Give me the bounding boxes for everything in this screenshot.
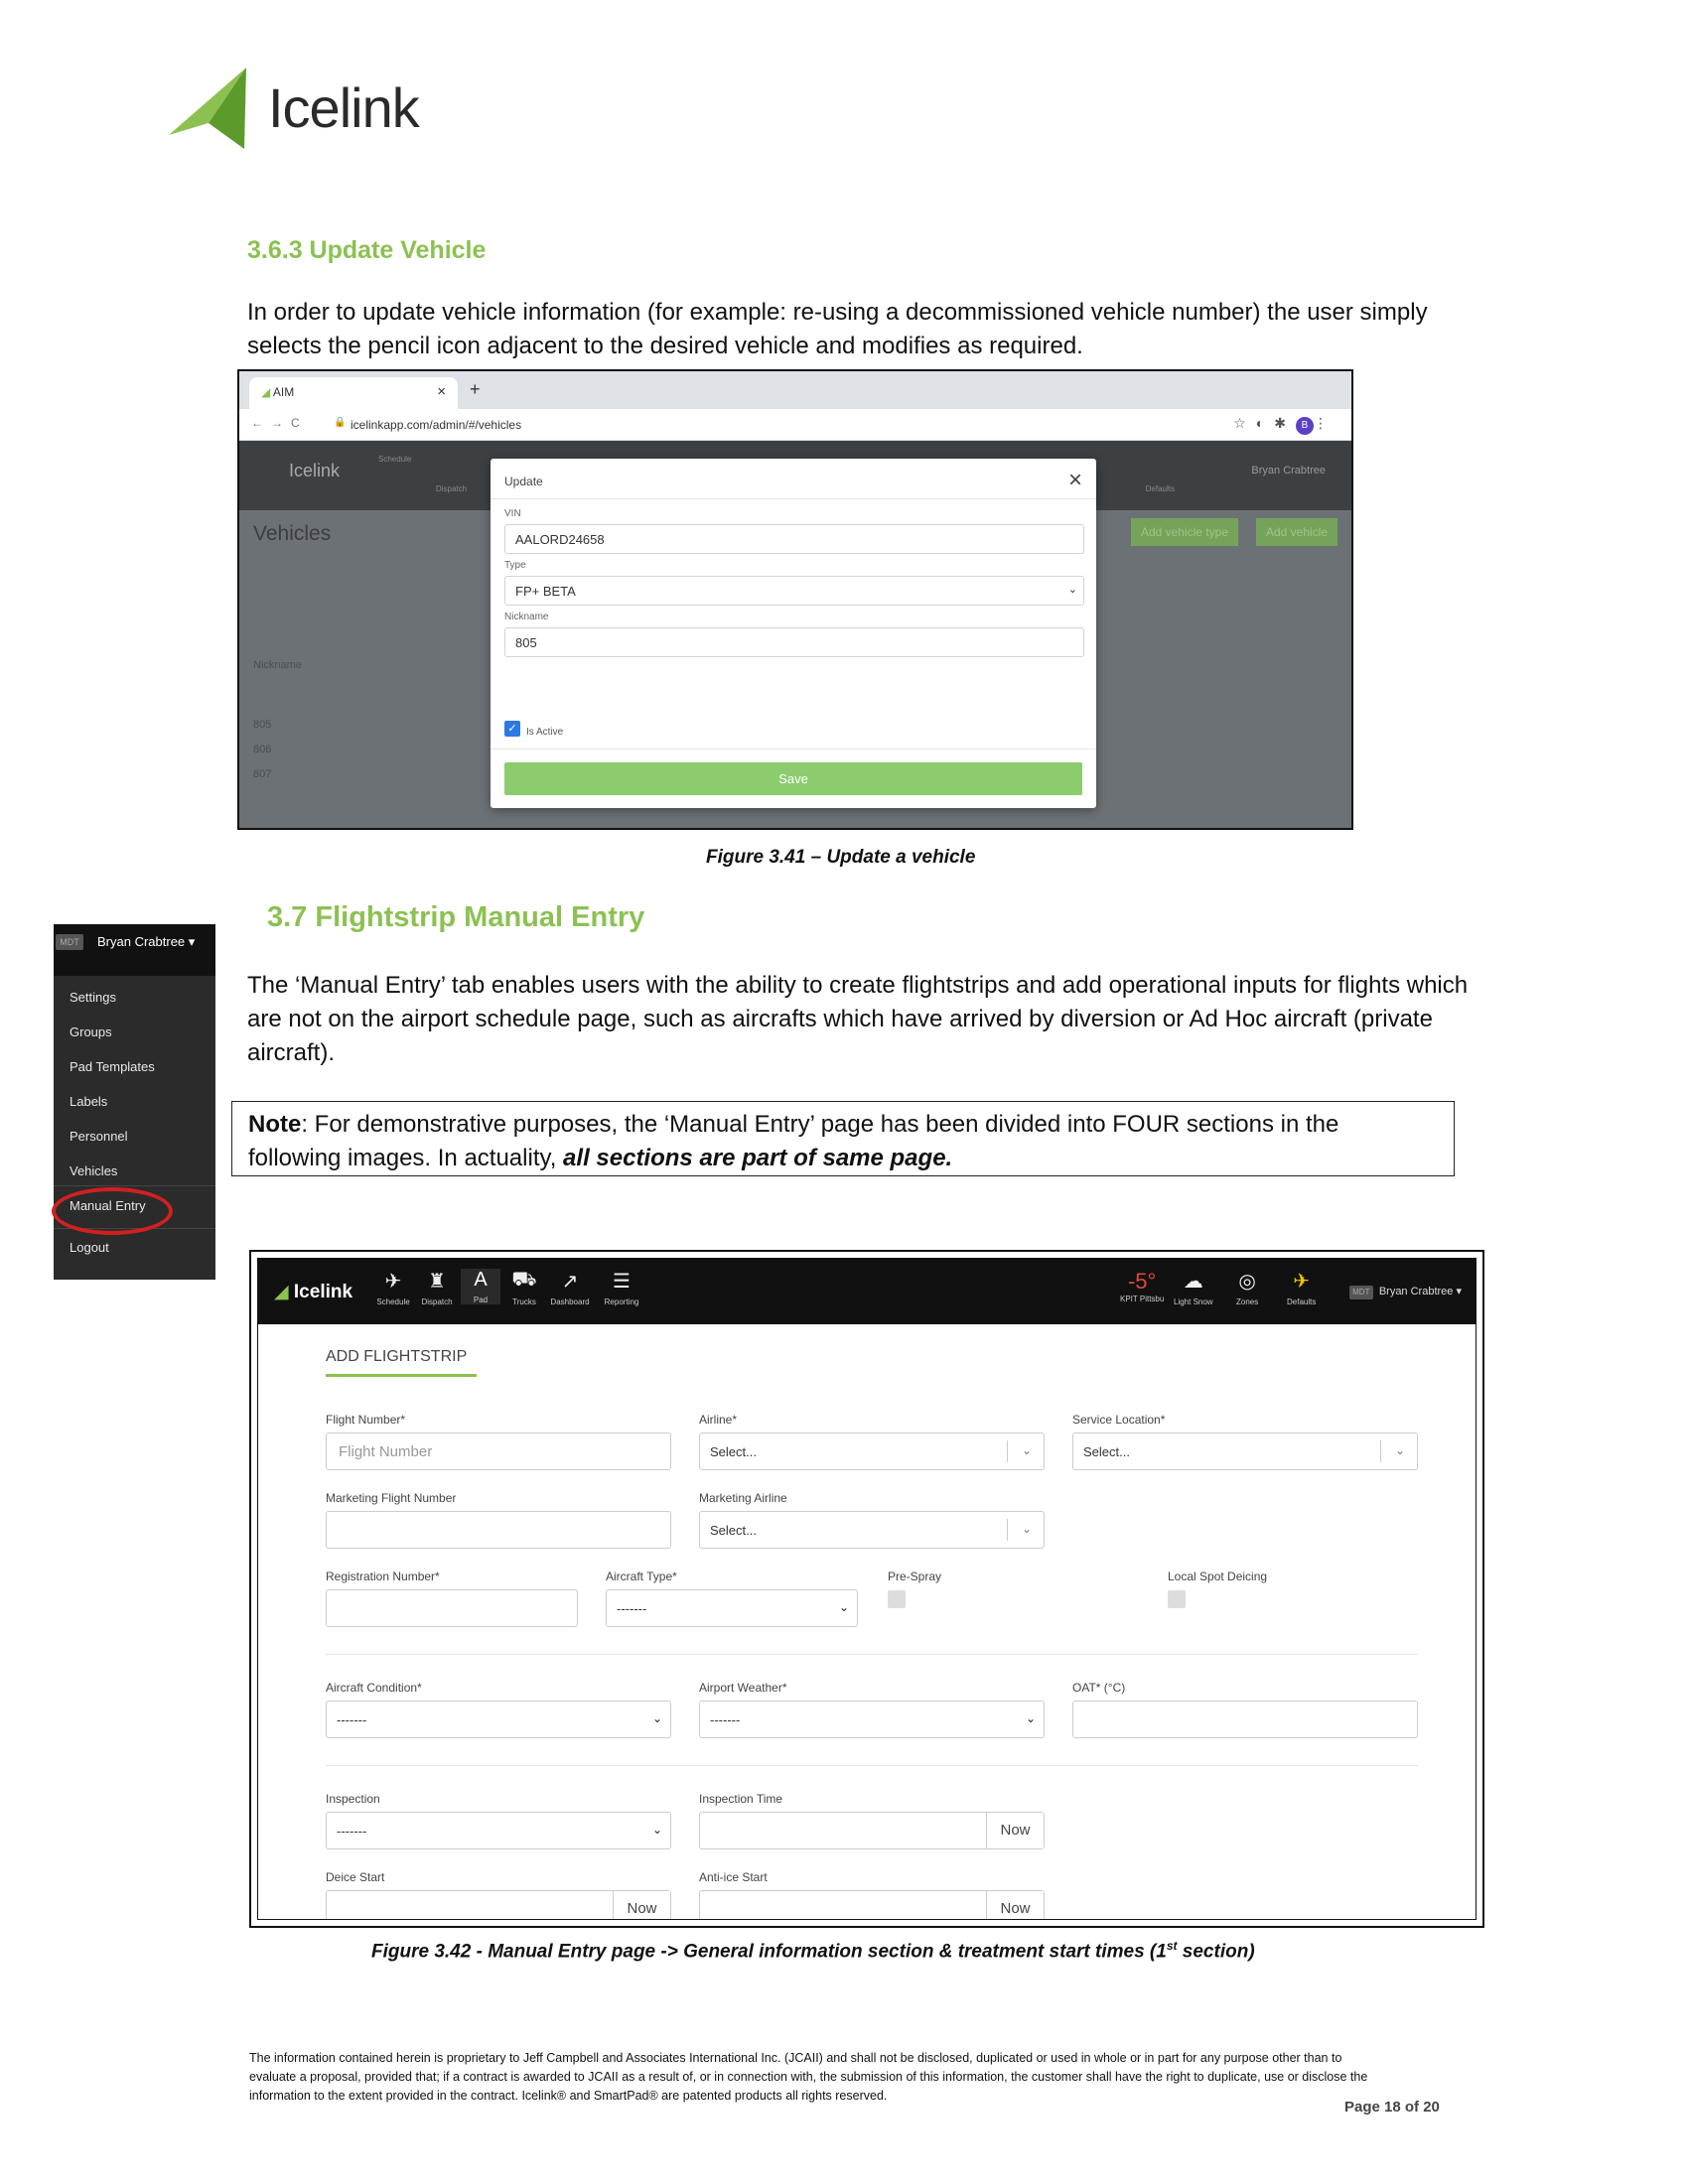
form-title: ADD FLIGHTSTRIP: [326, 1348, 468, 1365]
save-button[interactable]: Save: [504, 762, 1082, 795]
nav-dispatch[interactable]: [417, 1269, 457, 1306]
nav-dashboard-label: Dashboard: [550, 1297, 590, 1306]
flight-number-input[interactable]: Flight Number: [326, 1433, 671, 1470]
defaults-label: Defaults: [1287, 1297, 1317, 1306]
airport-weather-label: Airport Weather*: [699, 1681, 787, 1695]
database-icon: ☰: [613, 1271, 631, 1293]
caption-superscript: st: [1166, 1939, 1178, 1953]
nav-zones[interactable]: [1236, 1269, 1258, 1306]
temperature-value: -5°: [1127, 1269, 1157, 1294]
update-vehicle-modal: [491, 459, 1096, 808]
browser-address-bar: [239, 409, 1351, 441]
station-temperature[interactable]: [1120, 1269, 1164, 1303]
chevron-down-icon: ⌄: [1394, 1443, 1405, 1457]
logo-mark-icon: ◢: [274, 1282, 289, 1302]
deice-now-button[interactable]: Now: [613, 1891, 670, 1920]
marketing-flight-number-input[interactable]: [326, 1511, 671, 1549]
anti-ice-now-button[interactable]: Now: [986, 1891, 1044, 1920]
timezone-badge: MDT: [56, 934, 83, 950]
aircraft-type-select-value: -------: [617, 1601, 647, 1616]
browser-nav-icons[interactable]: ←→C: [251, 416, 308, 430]
service-location-select[interactable]: [1072, 1433, 1418, 1470]
menu-item-settings[interactable]: Settings: [70, 990, 116, 1005]
note-label: Note: [248, 1111, 302, 1138]
app-logo-text: Icelink: [293, 1282, 353, 1302]
pre-spray-label: Pre-Spray: [888, 1570, 942, 1583]
select-separator: [1007, 1519, 1008, 1541]
profile-avatar[interactable]: B: [1296, 417, 1314, 435]
registration-number-input[interactable]: [326, 1589, 578, 1627]
user-name: Bryan Crabtree: [1378, 1286, 1454, 1297]
nav-dispatch[interactable]: Dispatch: [436, 484, 468, 493]
icelink-logo-mark-icon: [159, 66, 258, 155]
figure-caption-3-42: [371, 1939, 1255, 1963]
nickname-input[interactable]: 805: [504, 627, 1084, 657]
airline-select[interactable]: [699, 1433, 1045, 1470]
weather-label: Light Snow: [1174, 1297, 1213, 1306]
vin-label: VIN: [504, 508, 521, 519]
figure-caption-3-41: Figure 3.41 – Update a vehicle: [706, 847, 976, 868]
chevron-down-icon: ⌄: [651, 1823, 662, 1837]
nav-defaults[interactable]: [1287, 1269, 1316, 1306]
figure-manual-entry-screenshot: [249, 1250, 1484, 1928]
caret-down-icon: ▾: [188, 934, 196, 949]
user-dropdown[interactable]: [97, 934, 195, 950]
menu-divider: [54, 1185, 215, 1186]
truck-icon: ⛟: [511, 1269, 537, 1291]
aircraft-type-label: Aircraft Type*: [606, 1570, 677, 1583]
app-logo: Icelink: [289, 461, 341, 480]
aircraft-condition-select-value: -------: [337, 1712, 367, 1727]
app-user-menu[interactable]: Bryan Crabtree: [1251, 465, 1326, 477]
marketing-flight-number-label: Marketing Flight Number: [326, 1491, 457, 1505]
aircraft-condition-label: Aircraft Condition*: [326, 1681, 422, 1695]
dispatch-icon: ♜: [428, 1271, 446, 1293]
modal-divider: [491, 749, 1096, 750]
nav-dispatch-label: Dispatch: [421, 1297, 453, 1306]
airport-weather-select[interactable]: [699, 1701, 1045, 1738]
aircraft-type-select[interactable]: [606, 1589, 858, 1627]
user-name: Bryan Crabtree: [97, 934, 186, 949]
inspection-select-value: -------: [337, 1824, 367, 1839]
section-heading-update-vehicle: 3.6.3 Update Vehicle: [247, 236, 487, 264]
type-label: Type: [504, 560, 526, 571]
nav-trucks-label: Trucks: [512, 1297, 536, 1306]
flight-number-label: Flight Number*: [326, 1413, 406, 1427]
user-menu[interactable]: [1349, 1285, 1462, 1299]
chart-icon: ↗: [561, 1271, 579, 1293]
manual-entry-app: [257, 1258, 1477, 1920]
note-text: : For demonstrative purposes, the ‘Manual Entry’ page has been divided into FOUR sections in the following images. In actuality,: [248, 1111, 1339, 1171]
vehicles-page-title: Vehicles: [253, 522, 332, 545]
caption-end: section): [1177, 1941, 1255, 1963]
nav-dashboard[interactable]: [550, 1269, 590, 1306]
inspection-now-button[interactable]: Now: [986, 1813, 1044, 1848]
marketing-airline-label: Marketing Airline: [699, 1491, 787, 1505]
airline-select-value: Select...: [710, 1444, 757, 1459]
menu-item-vehicles[interactable]: Vehicles: [70, 1163, 118, 1178]
type-select-value: FP+ BETA: [515, 584, 576, 599]
browser-toolbar-icons[interactable]: ☆◐✱ B ⋮: [1233, 415, 1337, 435]
icelink-logo: [159, 66, 417, 155]
nav-trucks[interactable]: [504, 1269, 544, 1306]
add-vehicle-button[interactable]: Add vehicle: [1256, 518, 1337, 546]
new-tab-icon[interactable]: +: [470, 379, 481, 399]
logo-text: Icelink: [268, 76, 419, 139]
caret-down-icon: ▾: [1456, 1286, 1462, 1297]
chevron-down-icon: ⌄: [1067, 584, 1077, 596]
close-icon[interactable]: ×: [1067, 467, 1082, 493]
nav-schedule[interactable]: Schedule: [378, 455, 412, 464]
table-header-nickname[interactable]: Nickname: [253, 659, 302, 671]
modal-title: Update: [504, 475, 543, 488]
section-heading-manual-entry: 3.7 Flightstrip Manual Entry: [267, 901, 645, 933]
note-box: [231, 1101, 1455, 1176]
registration-number-label: Registration Number*: [326, 1570, 440, 1583]
anti-ice-start-label: Anti-ice Start: [699, 1870, 768, 1884]
lock-icon: 🔒: [334, 417, 347, 428]
chevron-down-icon: ⌄: [651, 1711, 662, 1725]
inspection-time-input[interactable]: [699, 1812, 1045, 1849]
app-top-bar: [258, 1259, 1476, 1324]
section-divider: [326, 1765, 1418, 1766]
proprietary-footer: The information contained herein is proprietary to Jeff Campbell and Associates International Inc. (JCAII) and shall not be disclosed, duplicated or used in whole or in part for any purpose other than to evaluate a proposal, provided that; if a contract is awarded to JCAII as a result of, or in connection with, the submission of this information, the customer shall have the right to duplicate, use or disclose the information to the extent provided in the contract. Icelink® and SmartPad® are patented products all rights reserved.: [249, 2051, 1368, 2103]
marketing-airline-select-value: Select...: [710, 1523, 757, 1538]
nav-schedule[interactable]: [373, 1269, 413, 1306]
browser-tab-title: AIM: [272, 385, 295, 399]
inspection-select[interactable]: [326, 1812, 671, 1849]
add-vehicle-type-button[interactable]: Add vehicle type: [1131, 518, 1238, 546]
manual-entry-paragraph: The ‘Manual Entry’ tab enables users with the ability to create flightstrips and add operational inputs for flights which are not on the airport schedule page, such as aircrafts which have arrived by diversion or Ad Hoc aircraft (private aircraft).: [247, 972, 1469, 1066]
form-title-underline: [326, 1374, 477, 1377]
deice-start-input[interactable]: [326, 1890, 671, 1920]
service-location-select-value: Select...: [1083, 1444, 1130, 1459]
service-location-label: Service Location*: [1072, 1413, 1166, 1427]
nav-reporting-label: Reporting: [604, 1297, 639, 1306]
deice-start-label: Deice Start: [326, 1870, 385, 1884]
target-icon: ◎: [1238, 1271, 1256, 1293]
highlight-circle-annotation: [52, 1187, 173, 1235]
nav-pad-label: Pad: [473, 1296, 489, 1304]
menu-item-personnel[interactable]: Personnel: [70, 1129, 128, 1144]
nav-reporting[interactable]: [602, 1269, 641, 1306]
app-logo: [274, 1281, 352, 1303]
inspection-time-label: Inspection Time: [699, 1792, 783, 1806]
timezone-badge: MDT: [1349, 1286, 1373, 1299]
station-code: KPIT Pittsbu: [1120, 1295, 1165, 1303]
figure-update-vehicle-screenshot: [237, 369, 1353, 830]
local-spot-deicing-checkbox[interactable]: [1168, 1590, 1186, 1608]
oat-label: OAT* (°C): [1072, 1681, 1126, 1695]
vin-input[interactable]: AALORD24658: [504, 524, 1084, 554]
zones-label: Zones: [1236, 1297, 1259, 1306]
snow-cloud-icon: ☁: [1183, 1271, 1203, 1293]
select-separator: [1380, 1440, 1381, 1462]
table-row: 806: [253, 744, 272, 755]
chevron-down-icon: ⌄: [1021, 1443, 1032, 1457]
nav-pad[interactable]: [461, 1269, 500, 1304]
anti-ice-start-input[interactable]: [699, 1890, 1045, 1920]
chevron-down-icon: ⌄: [838, 1600, 849, 1614]
marketing-airline-select[interactable]: [699, 1511, 1045, 1549]
table-row: 805: [253, 719, 272, 731]
menu-header: [54, 924, 215, 976]
pre-spray-checkbox[interactable]: [888, 1590, 906, 1608]
close-tab-icon[interactable]: ×: [437, 383, 446, 400]
is-active-label: Is Active: [526, 727, 564, 738]
airport-weather-select-value: -------: [710, 1712, 741, 1727]
menu-item-logout[interactable]: Logout: [70, 1240, 109, 1255]
chevron-down-icon: ⌄: [1025, 1711, 1036, 1725]
browser-url[interactable]: icelinkapp.com/admin/#/vehicles: [351, 418, 522, 432]
favicon-icon: ◢: [261, 385, 271, 399]
pad-icon: A: [474, 1269, 488, 1291]
select-separator: [1007, 1440, 1008, 1462]
update-vehicle-paragraph: In order to update vehicle information (for example: re-using a decommissioned vehicle number) the user simply selects the pencil icon adjacent to the desired vehicle and modifies as required.: [247, 299, 1428, 359]
menu-item-pad-templates[interactable]: Pad Templates: [70, 1059, 155, 1074]
airline-label: Airline*: [699, 1413, 738, 1427]
type-select[interactable]: [504, 576, 1084, 606]
aircraft-condition-select[interactable]: [326, 1701, 671, 1738]
plane-icon: ✈: [1293, 1271, 1311, 1293]
caption-main: Figure 3.42 - Manual Entry page -> General information section & treatment start times (1: [371, 1941, 1167, 1963]
local-spot-deicing-label: Local Spot Deicing: [1168, 1570, 1268, 1583]
table-row: 807: [253, 768, 272, 780]
oat-input[interactable]: [1072, 1701, 1418, 1738]
page-number: Page 18 of 20: [1344, 2099, 1440, 2116]
menu-item-groups[interactable]: Groups: [70, 1024, 112, 1039]
nickname-label: Nickname: [504, 612, 549, 622]
section-divider: [326, 1654, 1418, 1655]
weather-status[interactable]: [1174, 1269, 1213, 1306]
inspection-label: Inspection: [326, 1792, 380, 1806]
note-emphasis: all sections are part of same page.: [563, 1145, 953, 1171]
nav-defaults[interactable]: Defaults: [1145, 484, 1175, 493]
browser-tab-strip: [239, 371, 1351, 409]
menu-item-labels[interactable]: Labels: [70, 1094, 108, 1109]
menu-item-manual-entry[interactable]: Manual Entry: [70, 1198, 146, 1213]
is-active-checkbox[interactable]: ✓: [504, 721, 520, 737]
modal-divider: [491, 498, 1096, 499]
browser-tab[interactable]: [249, 377, 458, 409]
nav-schedule-label: Schedule: [376, 1297, 410, 1306]
plane-takeoff-icon: ✈: [384, 1271, 402, 1293]
chevron-down-icon: ⌄: [1021, 1522, 1032, 1536]
